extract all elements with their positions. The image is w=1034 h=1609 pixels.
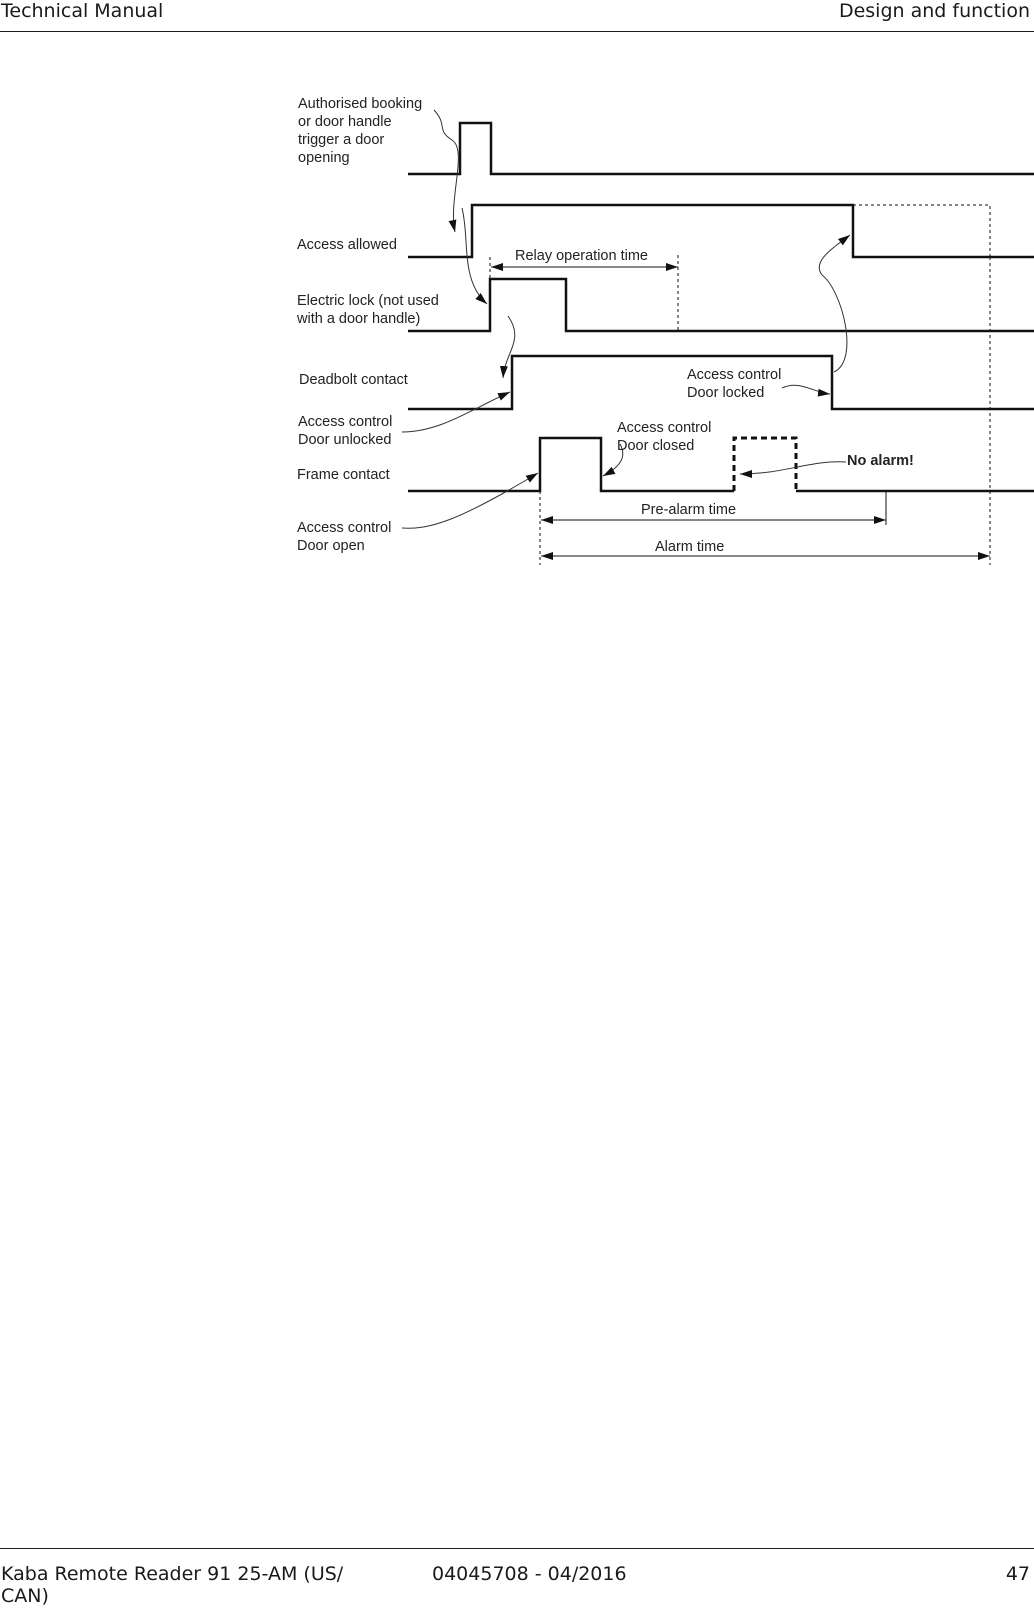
header-right-title: Design and function — [838, 0, 1030, 22]
trigger-label-line3: trigger a door — [298, 132, 385, 148]
header-left-title: Technical Manual — [1, 0, 164, 22]
trigger-label-line1: Authorised booking — [298, 96, 423, 112]
no-alarm-label: No alarm! — [847, 453, 914, 469]
door-closed-label — [617, 420, 715, 454]
access-allowed-signal — [408, 205, 1034, 257]
door-unlocked-label — [298, 414, 396, 448]
electric-lock-label — [296, 293, 443, 327]
door-open-arrow — [402, 473, 538, 528]
no-alarm-arrow — [740, 462, 846, 474]
footer-product-line1: Kaba Remote Reader 91 25-AM (US/ — [1, 1563, 344, 1585]
frame-contact-ghost-pulse — [734, 438, 796, 491]
trigger-label-line4: opening — [298, 150, 350, 166]
electric-lock-label-line1: Electric lock (not used — [297, 293, 439, 309]
trigger-label-line2: or door handle — [298, 114, 392, 130]
footer-doc-number: 04045708 - 04/2016 — [432, 1563, 627, 1585]
locked-to-access-arrow — [819, 235, 850, 372]
footer-page-number: 47 — [1005, 1563, 1030, 1585]
door-open-label — [297, 520, 395, 554]
door-unlocked-line2: Door unlocked — [298, 432, 392, 448]
access-allowed-label: Access allowed — [297, 237, 397, 253]
alarm-time-label: Alarm time — [655, 539, 725, 555]
door-locked-label — [687, 367, 785, 401]
footer-product-line2: CAN) — [1, 1585, 49, 1607]
relay-time-label: Relay operation time — [515, 248, 648, 264]
footer-product — [1, 1563, 343, 1607]
timing-diagram — [0, 0, 1034, 600]
trigger-signal — [408, 123, 1034, 174]
door-closed-line2: Door closed — [617, 438, 695, 454]
door-closed-line1: Access control — [617, 420, 712, 436]
door-locked-line2: Door locked — [687, 385, 765, 401]
trigger-label — [298, 96, 426, 166]
footer-rule — [0, 1548, 1034, 1549]
door-unlocked-arrow — [402, 392, 510, 432]
door-open-line2: Door open — [297, 538, 365, 554]
access-allowed-extension — [853, 205, 990, 257]
pre-alarm-time-label: Pre-alarm time — [641, 502, 737, 518]
door-unlocked-line1: Access control — [298, 414, 393, 430]
electric-lock-signal — [408, 279, 1034, 331]
electric-lock-label-line2: with a door handle) — [297, 311, 421, 327]
frame-contact-label: Frame contact — [297, 467, 390, 483]
door-open-line1: Access control — [297, 520, 392, 536]
door-locked-line1: Access control — [687, 367, 782, 383]
deadbolt-label: Deadbolt contact — [299, 372, 408, 388]
trigger-to-access-arrow — [434, 110, 458, 232]
door-locked-arrow — [782, 385, 830, 394]
